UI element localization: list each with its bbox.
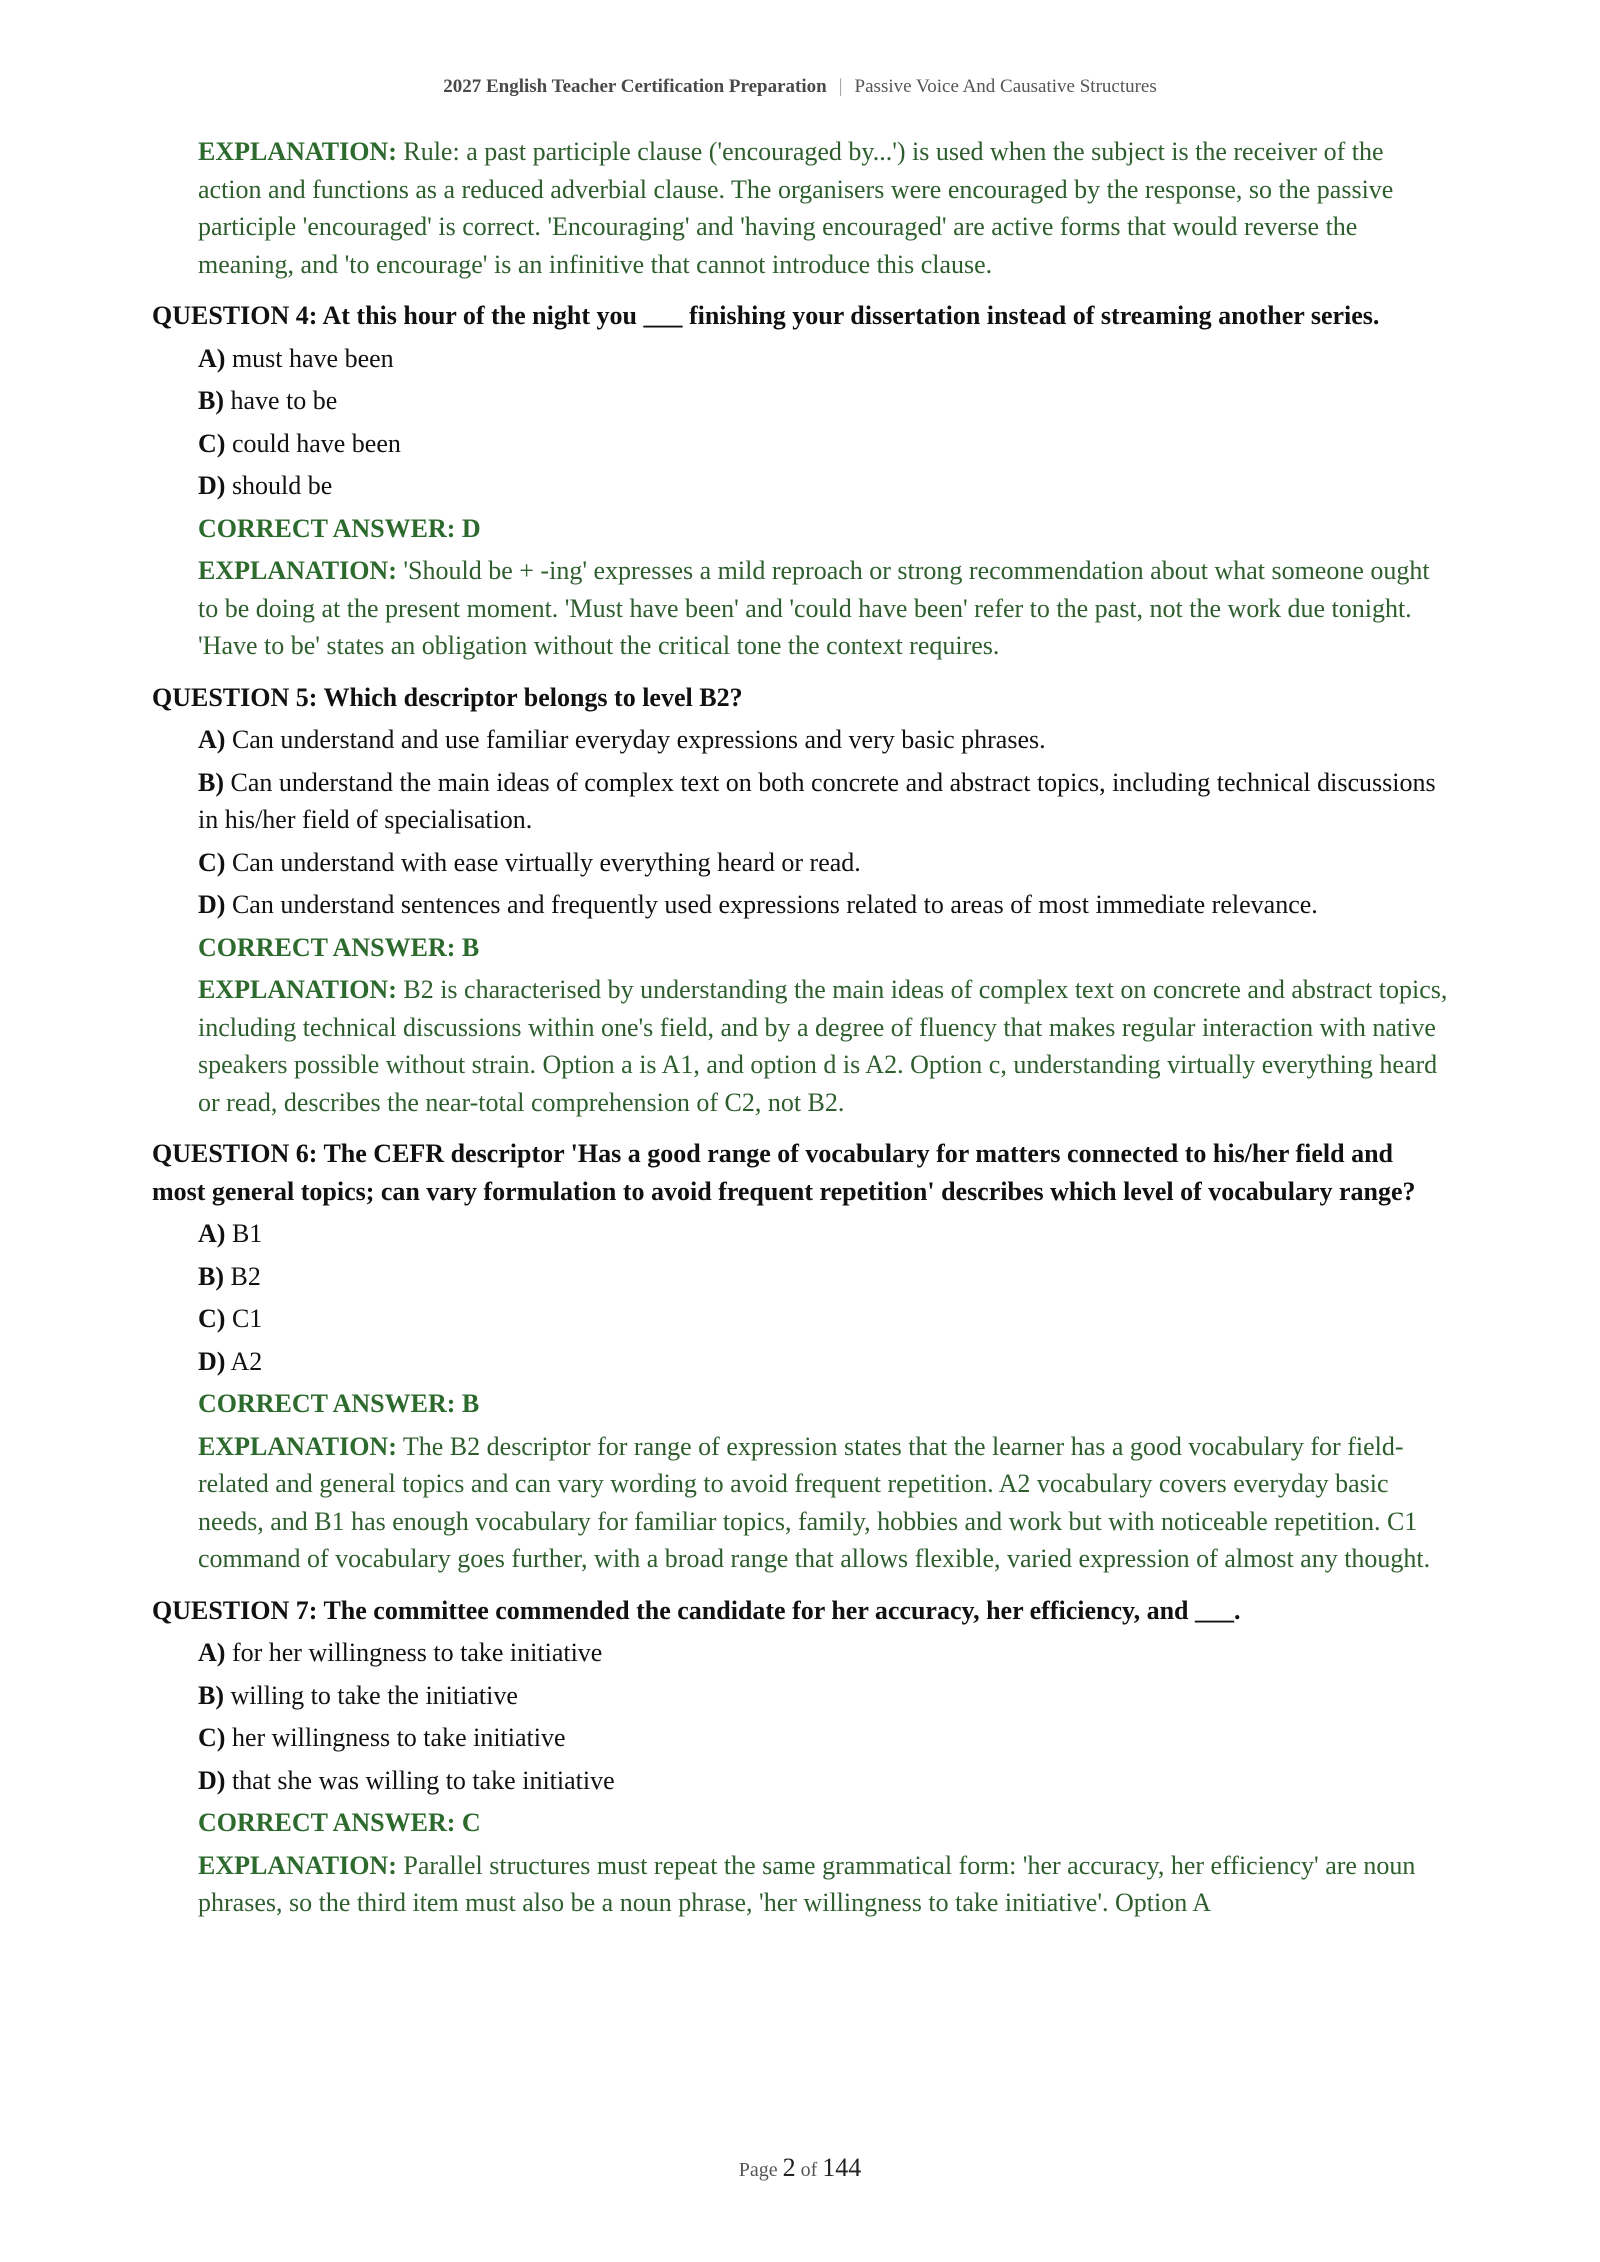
option-text: C1 bbox=[225, 1304, 263, 1333]
option-letter: D) bbox=[198, 1765, 226, 1795]
header-title: 2027 English Teacher Certification Preparation bbox=[443, 76, 827, 97]
option-text: Can understand with ease virtually everything heard or read. bbox=[225, 847, 861, 877]
option-a bbox=[198, 340, 1448, 378]
explanation-q3 bbox=[198, 133, 1448, 283]
document-body bbox=[152, 133, 1448, 1936]
option-d bbox=[198, 467, 1448, 505]
option-c bbox=[198, 425, 1448, 463]
option-text: Can understand and use familiar everyday expressions and very basic phrases. bbox=[225, 725, 1046, 754]
option-text: for her willingness to take initiative bbox=[225, 1638, 603, 1667]
option-text: have to be bbox=[224, 386, 338, 415]
option-text: Can understand sentences and frequently used expressions related to areas of most immediate relevance. bbox=[225, 890, 1318, 919]
page-number: 2 bbox=[782, 2153, 796, 2182]
header-separator: | bbox=[838, 76, 843, 97]
correct-answer: CORRECT ANSWER: D bbox=[198, 513, 481, 543]
question-prompt: QUESTION 4: At this hour of the night you ___ finishing your dissertation instead of streaming another series. bbox=[152, 301, 1380, 330]
option-letter: C) bbox=[198, 1723, 226, 1752]
option-a bbox=[198, 721, 1448, 759]
option-text: Can understand the main ideas of complex text on both concrete and abstract topics, including technical discussions in his/her field of specialisation. bbox=[198, 767, 1436, 834]
option-text: could have been bbox=[225, 428, 401, 458]
explanation-label: EXPLANATION: bbox=[198, 1850, 397, 1880]
explanation-text: B2 is characterised by understanding the main ideas of complex text on concrete and abstract topics, including technical discussions within one's field, and by a degree of fluency that makes regular interaction with native speakers possible without strain. Option a is A1, and option d is A2. Option c, understanding virtually everything heard or read, describes the near-total comprehension of C2, not B2. bbox=[198, 975, 1448, 1117]
correct-answer: CORRECT ANSWER: B bbox=[198, 932, 480, 962]
explanation-label: EXPLANATION: bbox=[198, 975, 397, 1004]
question-prompt: QUESTION 6: The CEFR descriptor 'Has a good range of vocabulary for matters connected to his/her field and most general topics; can vary formulation to avoid frequent repetition' describes which level of vocabulary range? bbox=[152, 1139, 1416, 1206]
option-text: B2 bbox=[224, 1261, 261, 1291]
option-letter: A) bbox=[198, 343, 226, 373]
explanation-text: Rule: a past participle clause ('encouraged by...') is used when the subject is the receiver of the action and functions as a reduced adverbial clause. The organisers were encouraged by the response, so the passive participle 'encouraged' is correct. 'Encouraging' and 'having encouraged' are active forms that would reverse the meaning, and 'to encourage' is an infinitive that cannot introduce this clause. bbox=[198, 137, 1394, 279]
option-d bbox=[198, 1343, 1448, 1381]
option-letter: A) bbox=[198, 1638, 226, 1667]
explanation-label: EXPLANATION: bbox=[198, 556, 397, 585]
explanation bbox=[198, 1847, 1448, 1922]
page-footer bbox=[0, 2153, 1600, 2183]
option-letter: D) bbox=[198, 471, 226, 500]
option-a bbox=[198, 1634, 1448, 1672]
question-block-5 bbox=[152, 679, 1448, 1122]
option-letter: D) bbox=[198, 890, 226, 919]
explanation-label: EXPLANATION: bbox=[198, 1431, 397, 1461]
option-letter: B) bbox=[198, 1261, 224, 1291]
option-b bbox=[198, 382, 1448, 420]
option-letter: C) bbox=[198, 428, 226, 458]
question-prompt: QUESTION 5: Which descriptor belongs to level B2? bbox=[152, 682, 743, 712]
page-header bbox=[0, 76, 1600, 98]
option-letter: D) bbox=[198, 1346, 226, 1376]
explanation-text: 'Should be + -ing' expresses a mild reproach or strong recommendation about what someone ought to be doing at the present moment. 'Must have been' and 'could have been' refer to the past, not the work due tonight. 'Have to be' states an obligation without the critical tone the context requires. bbox=[198, 556, 1430, 660]
header-topic: Passive Voice And Causative Structures bbox=[854, 76, 1157, 97]
question-block-4 bbox=[152, 297, 1448, 665]
option-letter: B) bbox=[198, 386, 224, 415]
option-c bbox=[198, 844, 1448, 882]
question-prompt: QUESTION 7: The committee commended the candidate for her accuracy, her efficiency, and ___. bbox=[152, 1595, 1241, 1625]
explanation bbox=[198, 552, 1448, 665]
explanation bbox=[198, 971, 1448, 1121]
option-text: her willingness to take initiative bbox=[225, 1723, 566, 1752]
option-a bbox=[198, 1215, 1448, 1253]
option-text: B1 bbox=[225, 1219, 263, 1248]
option-b bbox=[198, 1258, 1448, 1296]
explanation-text: The B2 descriptor for range of expression states that the learner has a good vocabulary for field-related and general topics and can vary wording to avoid frequent repetition. A2 vocabulary covers everyday basic needs, and B1 has enough vocabulary for familiar topics, family, hobbies and work but with noticeable repetition. C1 command of vocabulary goes further, with a broad range that allows flexible, varied expression of almost any thought. bbox=[198, 1431, 1431, 1573]
option-b bbox=[198, 764, 1448, 839]
option-d bbox=[198, 886, 1448, 924]
option-text: willing to take the initiative bbox=[224, 1680, 518, 1710]
option-letter: A) bbox=[198, 1219, 226, 1248]
question-block-7 bbox=[152, 1592, 1448, 1922]
option-text: must have been bbox=[225, 343, 394, 373]
footer-of: of bbox=[795, 2159, 823, 2181]
page-total: 144 bbox=[822, 2153, 862, 2182]
option-letter: C) bbox=[198, 1304, 226, 1333]
footer-prefix: Page bbox=[738, 2159, 783, 2181]
option-letter: B) bbox=[198, 1680, 224, 1710]
option-letter: B) bbox=[198, 767, 224, 797]
option-letter: C) bbox=[198, 847, 226, 877]
correct-answer: CORRECT ANSWER: B bbox=[198, 1389, 480, 1418]
option-text: that she was willing to take initiative bbox=[225, 1765, 615, 1795]
option-text: A2 bbox=[225, 1346, 263, 1376]
explanation-label: EXPLANATION: bbox=[198, 137, 397, 166]
option-text: should be bbox=[225, 471, 333, 500]
correct-answer: CORRECT ANSWER: C bbox=[198, 1808, 481, 1837]
question-block-6 bbox=[152, 1135, 1448, 1578]
option-d bbox=[198, 1762, 1448, 1800]
explanation bbox=[198, 1428, 1448, 1578]
explanation-text: Parallel structures must repeat the same grammatical form: 'her accuracy, her efficiency' are noun phrases, so the third item must also be a noun phrase, 'her willingness to take initiative'. Option A bbox=[198, 1850, 1416, 1917]
option-letter: A) bbox=[198, 725, 226, 754]
option-c bbox=[198, 1719, 1448, 1757]
option-c bbox=[198, 1300, 1448, 1338]
option-b bbox=[198, 1677, 1448, 1715]
